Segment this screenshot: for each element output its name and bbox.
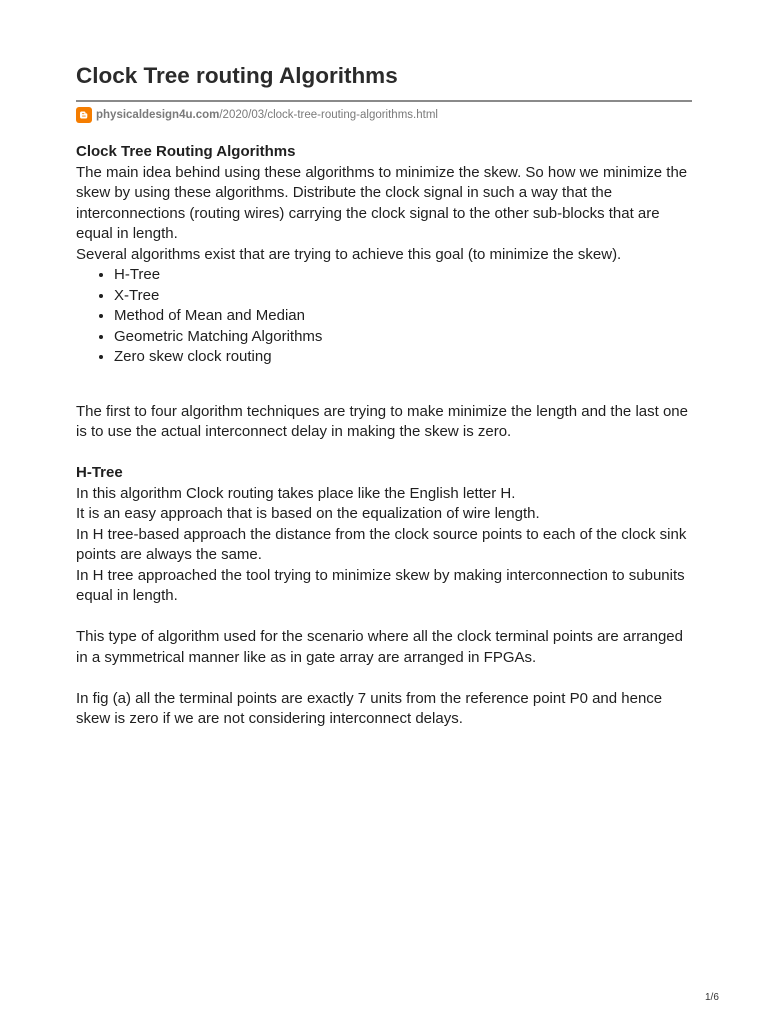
spacer — [76, 368, 692, 402]
list-item: • Zero skew clock routing — [114, 347, 692, 368]
list-item: • Method of Mean and Median — [114, 306, 692, 327]
paragraph-h-tree-1: In this algorithm Clock routing takes place like the English letter H. — [76, 484, 516, 502]
blogger-icon — [76, 107, 92, 123]
paragraph-algorithms: Several algorithms exist that are trying to achieve this goal (to minimize the skew). — [76, 245, 622, 263]
list-item: • Geometric Matching Algorithms — [114, 327, 692, 348]
spacer — [76, 668, 692, 689]
source-line — [76, 106, 438, 124]
algorithm-list — [76, 265, 692, 368]
spacer — [76, 443, 692, 464]
paragraph-scenario: This type of algorithm used for the scenario where all the clock terminal points are arranged in a symmetrical manner like as in gate array are arranged in FPGAs. — [76, 628, 683, 666]
paragraph-techniques: The first to four algorithm techniques are trying to make minimize the length and the last one is to use the actual interconnect delay in making the skew is zero. — [76, 402, 688, 440]
spacer — [76, 607, 692, 628]
paragraph-h-tree-2: It is an easy approach that is based on the equalization of wire length. — [76, 505, 540, 522]
paragraph-fig-a: In fig (a) all the terminal points are exactly 7 units from the reference point P0 and hence skew is zero if we are not considering interconnect delays. — [76, 689, 663, 727]
title-divider — [76, 100, 692, 102]
paragraph-h-tree-3: In H tree-based approach the distance from the clock source points to each of the clock sink points are always the same. — [76, 525, 687, 563]
page-title: Clock Tree routing Algorithms — [76, 63, 398, 88]
section-heading-clock-tree: Clock Tree Routing Algorithms — [76, 143, 296, 160]
source-path-link[interactable]: /2020/03/clock-tree-routing-algorithms.html — [219, 109, 438, 121]
list-item: • H-Tree — [114, 265, 692, 286]
list-item: • X-Tree — [114, 286, 692, 307]
article-body — [76, 142, 692, 730]
source-domain-link[interactable]: physicaldesign4u.com — [96, 109, 220, 121]
paragraph-h-tree-4: In H tree approached the tool trying to minimize skew by making interconnection to subunits equal in length. — [76, 566, 685, 604]
section-heading-h-tree: H-Tree — [76, 464, 123, 481]
page-number: 1/6 — [705, 992, 719, 1003]
blogger-glyph — [78, 109, 90, 121]
paragraph-intro: The main idea behind using these algorithms to minimize the skew. So how we minimize the skew by using these algorithms. Distribute the clock signal in such a way that the interconnections (routing wires) carrying the clock signal to the other sub-blocks that are equal in length. — [76, 163, 688, 242]
